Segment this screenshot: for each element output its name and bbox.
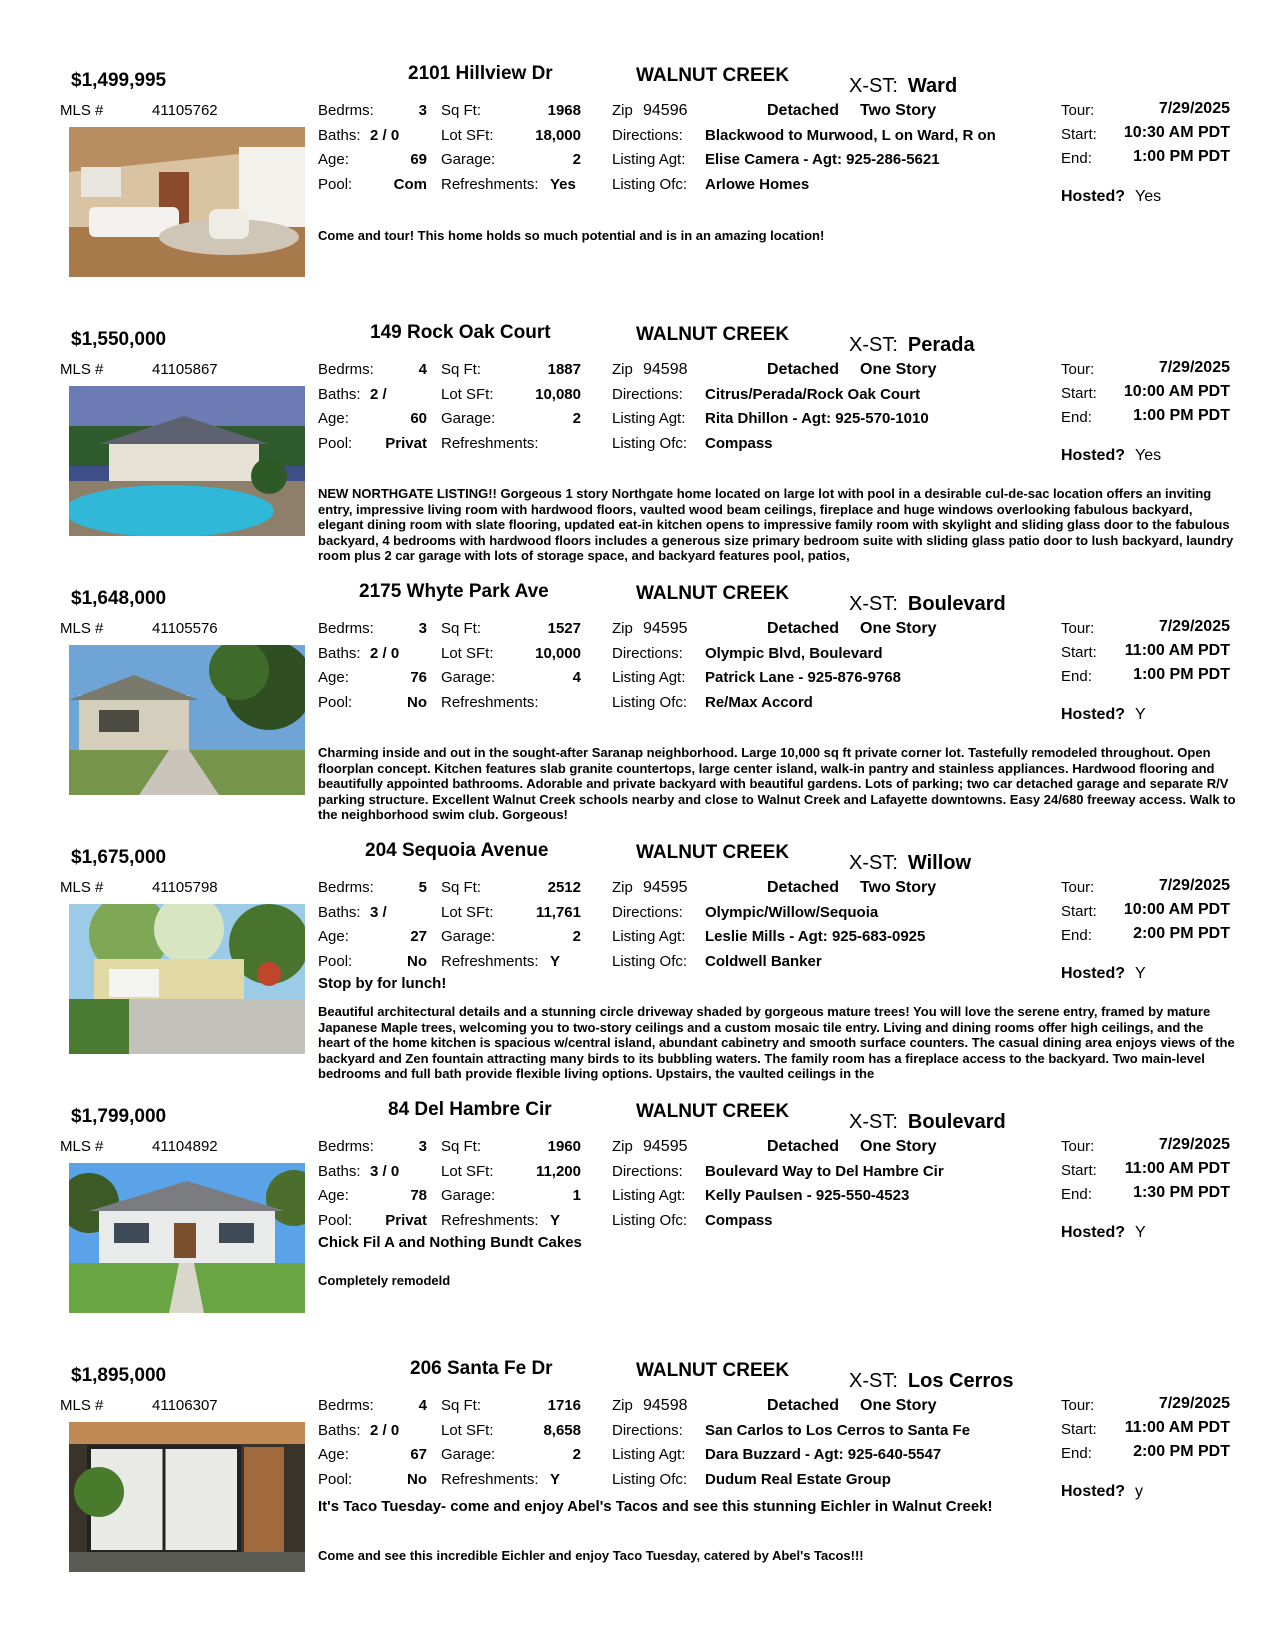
value-listing-office: Coldwell Banker bbox=[705, 952, 822, 970]
value-listing-agent: Leslie Mills - Agt: 925-683-0925 bbox=[705, 928, 926, 945]
cross-street-label: X-ST: bbox=[849, 1370, 898, 1392]
listing-card bbox=[0, 63, 1275, 330]
cross-street bbox=[849, 75, 957, 98]
label-age: Age: bbox=[318, 1446, 349, 1463]
mls-number: 41104892 bbox=[152, 1138, 218, 1155]
mls-label: MLS # bbox=[60, 102, 104, 119]
listing-description: NEW NORTHGATE LISTING!! Gorgeous 1 story Northgate home located on large lot with pool in a desirable cul-de-sac location offers an inviting entry, impressive living room with hardwood floors, vaulted wood beam ceilings, fireplace and huge windows overlooking fabulous backyard, elegant dining room with slate flooring, updated eat-in kitchen opens to impressive family room with skylight and sliding glass door to the fabulous backyard, 4 bedrooms with hardwood floors includes a generous size primary bedroom suite with sliding glass patio door to lush backyard, laundry room plus 2 car garage with lots of storage space, and backyard features pool, patios, bbox=[318, 486, 1234, 563]
label-garage: Garage: bbox=[441, 151, 496, 168]
value-tour-date: 7/29/2025 bbox=[1158, 618, 1230, 635]
cross-street-label: X-ST: bbox=[849, 334, 898, 356]
label-lot_sqft: Lot SFt: bbox=[441, 903, 494, 921]
label-pool: Pool: bbox=[318, 175, 353, 193]
label-garage: Garage: bbox=[441, 1446, 496, 1463]
value-zip: 94596 bbox=[643, 102, 688, 119]
value-sqft: 1960 bbox=[547, 1138, 581, 1155]
value-listing-office: Re/Max Accord bbox=[705, 693, 813, 711]
label-garage: Garage: bbox=[441, 1187, 496, 1204]
cross-street bbox=[849, 852, 971, 875]
value-listing-office: Compass bbox=[705, 1211, 773, 1229]
value-zip: 94598 bbox=[643, 361, 688, 378]
label-age: Age: bbox=[318, 928, 349, 945]
value-type: Detached bbox=[767, 620, 840, 637]
listing-address: 149 Rock Oak Court bbox=[370, 322, 551, 343]
listing-city: WALNUT CREEK bbox=[636, 1101, 790, 1122]
label-listing-agent: Listing Agt: bbox=[612, 1446, 686, 1463]
mls-label: MLS # bbox=[60, 620, 104, 637]
label-listing-office: Listing Ofc: bbox=[612, 952, 688, 970]
value-end: 2:00 PM PDT bbox=[1133, 1443, 1230, 1460]
label-lot_sqft: Lot SFt: bbox=[441, 385, 494, 403]
cross-street-label: X-ST: bbox=[849, 1111, 898, 1133]
value-type: Detached bbox=[767, 102, 840, 119]
cross-street bbox=[849, 1370, 1014, 1393]
value-start: 11:00 AM PDT bbox=[1124, 642, 1230, 659]
listing-city: WALNUT CREEK bbox=[636, 583, 790, 604]
value-listing-agent: Kelly Paulsen - 925-550-4523 bbox=[705, 1187, 910, 1204]
value-listing-agent: Dara Buzzard - Agt: 925-640-5547 bbox=[705, 1446, 942, 1463]
label-directions: Directions: bbox=[612, 126, 683, 144]
label-baths: Baths: bbox=[318, 1162, 361, 1180]
value-bedrooms: 3 bbox=[418, 620, 427, 637]
value-stories: Two Story bbox=[860, 879, 937, 896]
label-tour: Tour: bbox=[1061, 620, 1095, 637]
listing-card bbox=[0, 840, 1275, 1107]
value-pool: No bbox=[407, 952, 427, 970]
value-baths: 2 / 0 bbox=[370, 1421, 400, 1439]
label-sqft: Sq Ft: bbox=[441, 1138, 482, 1155]
label-baths: Baths: bbox=[318, 385, 361, 403]
listing-description: Charming inside and out in the sought-after Saranap neighborhood. Large 10,000 sq ft private corner lot. Tastefully remodeled throughout. Open floorplan concept. Kitchen features slab granite countertops, large center island, walk-in pantry and stainless appliances. Hardwood flooring and beautifully appointed bathrooms. Adorable and private backyard with beautiful gardens. Lots of parking; two car detached garage and separate R/V parking structure. Excellent Walnut Creek schools nearby and close to Walnut Creek and Lafayette downtowns. Easy 24/680 freeway access. Walk to the neighborhood swim club. Gorgeous! bbox=[318, 745, 1236, 822]
value-type: Detached bbox=[767, 879, 840, 896]
label-lot_sqft: Lot SFt: bbox=[441, 1162, 494, 1180]
label-tour: Tour: bbox=[1061, 1397, 1095, 1414]
label-end: End: bbox=[1061, 1186, 1092, 1203]
label-hosted: Hosted? bbox=[1061, 1224, 1125, 1241]
value-start: 11:00 AM PDT bbox=[1124, 1160, 1230, 1177]
value-listing-office: Compass bbox=[705, 434, 773, 452]
label-tour: Tour: bbox=[1061, 102, 1095, 119]
value-type: Detached bbox=[767, 361, 840, 378]
value-pool: Com bbox=[393, 175, 427, 193]
listing-card bbox=[0, 1099, 1275, 1366]
label-zip: Zip bbox=[612, 879, 633, 896]
label-start: Start: bbox=[1061, 1162, 1097, 1179]
listing-description: Come and see this incredible Eichler and enjoy Taco Tuesday, catered by Abel's Tacos!!! bbox=[318, 1548, 864, 1563]
label-zip: Zip bbox=[612, 1138, 633, 1155]
label-listing-agent: Listing Agt: bbox=[612, 410, 686, 427]
hosted bbox=[1061, 1224, 1146, 1242]
value-hosted: Yes bbox=[1135, 188, 1162, 205]
value-baths: 2 / 0 bbox=[370, 126, 400, 144]
value-end: 1:30 PM PDT bbox=[1133, 1184, 1230, 1201]
value-baths: 2 / 0 bbox=[370, 644, 400, 662]
value-refreshments: Y bbox=[550, 952, 561, 970]
value-stories: Two Story bbox=[860, 102, 937, 119]
listing-address: 2101 Hillview Dr bbox=[408, 63, 553, 84]
label-baths: Baths: bbox=[318, 903, 361, 921]
value-sqft: 2512 bbox=[547, 879, 581, 896]
cross-street bbox=[849, 1111, 1006, 1134]
hosted bbox=[1061, 1483, 1143, 1501]
label-directions: Directions: bbox=[612, 903, 683, 921]
house-photo-image bbox=[69, 1422, 305, 1572]
value-end: 1:00 PM PDT bbox=[1133, 407, 1230, 424]
label-listing-agent: Listing Agt: bbox=[612, 928, 686, 945]
listing-price: $1,895,000 bbox=[71, 1365, 167, 1386]
house-photo-image bbox=[69, 904, 305, 1054]
value-tour-date: 7/29/2025 bbox=[1158, 1136, 1230, 1153]
label-lot_sqft: Lot SFt: bbox=[441, 126, 494, 144]
value-stories: One Story bbox=[860, 1397, 937, 1414]
label-listing-agent: Listing Agt: bbox=[612, 1187, 686, 1204]
value-stories: One Story bbox=[860, 1138, 937, 1155]
mls-label: MLS # bbox=[60, 879, 104, 896]
value-lot_sqft: 18,000 bbox=[535, 126, 581, 144]
listing-city: WALNUT CREEK bbox=[636, 842, 790, 863]
cross-street-value: Willow bbox=[907, 852, 972, 874]
house-photo-image bbox=[69, 1163, 305, 1313]
value-hosted: Y bbox=[1135, 1224, 1146, 1241]
house-photo-image bbox=[69, 127, 305, 277]
value-pool: Privat bbox=[385, 1211, 427, 1229]
label-zip: Zip bbox=[612, 1397, 633, 1414]
mls-label: MLS # bbox=[60, 1397, 104, 1414]
value-directions: Citrus/Perada/Rock Oak Court bbox=[705, 385, 921, 403]
label-refreshments: Refreshments: bbox=[441, 1211, 539, 1229]
label-baths: Baths: bbox=[318, 1421, 361, 1439]
hosted bbox=[1061, 447, 1161, 465]
value-directions: Olympic/Willow/Sequoia bbox=[705, 903, 879, 921]
value-refreshments: Y bbox=[550, 1211, 561, 1229]
label-listing-office: Listing Ofc: bbox=[612, 1470, 688, 1488]
listing-card bbox=[0, 322, 1275, 589]
house-photo-image bbox=[69, 645, 305, 795]
value-pool: Privat bbox=[385, 434, 427, 452]
label-end: End: bbox=[1061, 668, 1092, 685]
house-photo-image bbox=[69, 386, 305, 536]
cross-street-label: X-ST: bbox=[849, 852, 898, 874]
cross-street-value: Boulevard bbox=[907, 1111, 1006, 1133]
listing-note: It's Taco Tuesday- come and enjoy Abel's Tacos and see this stunning Eichler in Walnut Creek! bbox=[318, 1498, 993, 1515]
value-baths: 2 / bbox=[370, 385, 387, 403]
label-tour: Tour: bbox=[1061, 361, 1095, 378]
value-bedrooms: 4 bbox=[418, 1397, 427, 1414]
mls-label: MLS # bbox=[60, 1138, 104, 1155]
label-directions: Directions: bbox=[612, 385, 683, 403]
listing-price: $1,499,995 bbox=[71, 70, 167, 91]
listing-photo bbox=[69, 904, 305, 1054]
label-tour: Tour: bbox=[1061, 1138, 1095, 1155]
label-hosted: Hosted? bbox=[1061, 188, 1125, 205]
value-tour-date: 7/29/2025 bbox=[1158, 100, 1230, 117]
label-age: Age: bbox=[318, 1187, 349, 1204]
value-start: 10:30 AM PDT bbox=[1123, 124, 1230, 141]
listing-note: Stop by for lunch! bbox=[318, 975, 447, 992]
value-start: 10:00 AM PDT bbox=[1123, 383, 1230, 400]
value-hosted: y bbox=[1135, 1483, 1143, 1500]
listing-description: Beautiful architectural details and a stunning circle driveway shaded by gorgeous mature trees! You will love the serene entry, framed by mature Japanese Maple trees, welcoming you to two-story ceilings and a custom mosaic tile entry. Living and dining rooms offer high ceilings, and the heart of the home kitchen is spacious w/central island, abundant cabinetry and smooth surface counters. The casual dining area enjoys views of the backyard and Zen fountain attracting many birds to its bubbling waters. The family room has a fireplace access to the backyard. Two main-level bedrooms and full bath provide flexible living options. Upstairs, the vaulted ceilings in the bbox=[318, 1004, 1235, 1081]
listing-price: $1,675,000 bbox=[71, 847, 167, 868]
listing-address: 2175 Whyte Park Ave bbox=[359, 581, 549, 602]
label-refreshments: Refreshments: bbox=[441, 434, 539, 452]
value-directions: Olympic Blvd, Boulevard bbox=[705, 644, 883, 662]
label-pool: Pool: bbox=[318, 693, 353, 711]
label-refreshments: Refreshments: bbox=[441, 952, 539, 970]
label-directions: Directions: bbox=[612, 1162, 683, 1180]
label-zip: Zip bbox=[612, 102, 633, 119]
listing-photo bbox=[69, 386, 305, 536]
value-bedrooms: 4 bbox=[418, 361, 427, 378]
label-bedrooms: Bedrms: bbox=[318, 1397, 374, 1414]
label-end: End: bbox=[1061, 409, 1092, 426]
value-listing-agent: Patrick Lane - 925-876-9768 bbox=[705, 669, 901, 686]
label-lot_sqft: Lot SFt: bbox=[441, 644, 494, 662]
value-stories: One Story bbox=[860, 620, 937, 637]
label-zip: Zip bbox=[612, 620, 633, 637]
value-garage: 2 bbox=[572, 1446, 581, 1463]
hosted bbox=[1061, 965, 1146, 983]
listing-address: 84 Del Hambre Cir bbox=[388, 1099, 552, 1120]
label-sqft: Sq Ft: bbox=[441, 361, 482, 378]
value-directions: Blackwood to Murwood, L on Ward, R on bbox=[705, 126, 996, 144]
label-hosted: Hosted? bbox=[1061, 706, 1125, 723]
value-directions: Boulevard Way to Del Hambre Cir bbox=[705, 1162, 944, 1180]
listing-city: WALNUT CREEK bbox=[636, 324, 790, 345]
value-refreshments: Y bbox=[550, 1470, 561, 1488]
label-end: End: bbox=[1061, 150, 1092, 167]
cross-street-value: Los Cerros bbox=[907, 1370, 1014, 1392]
label-start: Start: bbox=[1061, 385, 1097, 402]
listing-card bbox=[0, 1358, 1275, 1625]
label-listing-office: Listing Ofc: bbox=[612, 175, 688, 193]
label-listing-agent: Listing Agt: bbox=[612, 151, 686, 168]
label-refreshments: Refreshments: bbox=[441, 175, 539, 193]
listing-address: 206 Santa Fe Dr bbox=[410, 1358, 553, 1379]
label-age: Age: bbox=[318, 669, 349, 686]
value-type: Detached bbox=[767, 1397, 840, 1414]
value-pool: No bbox=[407, 693, 427, 711]
label-zip: Zip bbox=[612, 361, 633, 378]
label-start: Start: bbox=[1061, 126, 1097, 143]
value-age: 78 bbox=[410, 1187, 427, 1204]
cross-street bbox=[849, 593, 1006, 616]
label-start: Start: bbox=[1061, 903, 1097, 920]
value-lot_sqft: 11,200 bbox=[535, 1162, 581, 1180]
cross-street-value: Ward bbox=[907, 75, 958, 97]
label-sqft: Sq Ft: bbox=[441, 102, 482, 119]
value-stories: One Story bbox=[860, 361, 937, 378]
value-hosted: Y bbox=[1135, 706, 1146, 723]
label-bedrooms: Bedrms: bbox=[318, 1138, 374, 1155]
label-pool: Pool: bbox=[318, 434, 353, 452]
label-listing-office: Listing Ofc: bbox=[612, 693, 688, 711]
label-directions: Directions: bbox=[612, 644, 683, 662]
label-end: End: bbox=[1061, 1445, 1092, 1462]
label-pool: Pool: bbox=[318, 1470, 353, 1488]
label-refreshments: Refreshments: bbox=[441, 1470, 539, 1488]
value-end: 1:00 PM PDT bbox=[1133, 666, 1230, 683]
label-lot_sqft: Lot SFt: bbox=[441, 1421, 494, 1439]
value-age: 60 bbox=[410, 410, 427, 427]
label-sqft: Sq Ft: bbox=[441, 879, 482, 896]
label-bedrooms: Bedrms: bbox=[318, 102, 374, 119]
value-baths: 3 / bbox=[370, 903, 387, 921]
value-listing-office: Dudum Real Estate Group bbox=[705, 1470, 891, 1488]
value-zip: 94595 bbox=[643, 620, 688, 637]
listing-note: Chick Fil A and Nothing Bundt Cakes bbox=[318, 1234, 582, 1251]
mls-number: 41105867 bbox=[152, 361, 218, 378]
value-garage: 2 bbox=[572, 928, 581, 945]
value-lot_sqft: 11,761 bbox=[535, 903, 581, 921]
value-listing-agent: Elise Camera - Agt: 925-286-5621 bbox=[705, 151, 940, 168]
value-sqft: 1968 bbox=[547, 102, 581, 119]
mls-number: 41106307 bbox=[152, 1397, 218, 1414]
value-garage: 4 bbox=[572, 669, 581, 686]
cross-street-label: X-ST: bbox=[849, 593, 898, 615]
label-bedrooms: Bedrms: bbox=[318, 361, 374, 378]
label-age: Age: bbox=[318, 410, 349, 427]
label-bedrooms: Bedrms: bbox=[318, 879, 374, 896]
label-tour: Tour: bbox=[1061, 879, 1095, 896]
listing-price: $1,550,000 bbox=[71, 329, 167, 350]
label-sqft: Sq Ft: bbox=[441, 620, 482, 637]
label-pool: Pool: bbox=[318, 1211, 353, 1229]
value-refreshments: Yes bbox=[550, 175, 576, 193]
listing-city: WALNUT CREEK bbox=[636, 1360, 790, 1381]
value-garage: 2 bbox=[572, 151, 581, 168]
value-sqft: 1716 bbox=[547, 1397, 581, 1414]
value-zip: 94595 bbox=[643, 1138, 688, 1155]
label-baths: Baths: bbox=[318, 644, 361, 662]
value-hosted: Yes bbox=[1135, 447, 1162, 464]
label-refreshments: Refreshments: bbox=[441, 693, 539, 711]
label-garage: Garage: bbox=[441, 410, 496, 427]
value-age: 69 bbox=[410, 151, 427, 168]
label-garage: Garage: bbox=[441, 928, 496, 945]
value-bedrooms: 5 bbox=[418, 879, 427, 896]
label-pool: Pool: bbox=[318, 952, 353, 970]
label-start: Start: bbox=[1061, 1421, 1097, 1438]
value-tour-date: 7/29/2025 bbox=[1158, 1395, 1230, 1412]
label-listing-office: Listing Ofc: bbox=[612, 434, 688, 452]
value-garage: 1 bbox=[572, 1187, 581, 1204]
listing-photo bbox=[69, 127, 305, 277]
label-bedrooms: Bedrms: bbox=[318, 620, 374, 637]
label-sqft: Sq Ft: bbox=[441, 1397, 482, 1414]
listing-photo bbox=[69, 1163, 305, 1313]
value-zip: 94598 bbox=[643, 1397, 688, 1414]
listing-city: WALNUT CREEK bbox=[636, 65, 790, 86]
label-hosted: Hosted? bbox=[1061, 1483, 1125, 1500]
hosted bbox=[1061, 706, 1146, 724]
value-directions: San Carlos to Los Cerros to Santa Fe bbox=[705, 1421, 971, 1439]
label-listing-office: Listing Ofc: bbox=[612, 1211, 688, 1229]
listing-photo bbox=[69, 1422, 305, 1572]
value-start: 10:00 AM PDT bbox=[1123, 901, 1230, 918]
value-listing-office: Arlowe Homes bbox=[705, 175, 810, 193]
label-directions: Directions: bbox=[612, 1421, 683, 1439]
mls-number: 41105576 bbox=[152, 620, 218, 637]
label-start: Start: bbox=[1061, 644, 1097, 661]
cross-street bbox=[849, 334, 975, 357]
mls-number: 41105798 bbox=[152, 879, 218, 896]
label-hosted: Hosted? bbox=[1061, 447, 1125, 464]
mls-number: 41105762 bbox=[152, 102, 218, 119]
value-garage: 2 bbox=[572, 410, 581, 427]
label-hosted: Hosted? bbox=[1061, 965, 1125, 982]
listing-card bbox=[0, 581, 1275, 848]
hosted bbox=[1061, 188, 1161, 206]
listing-description: Come and tour! This home holds so much potential and is in an amazing location! bbox=[318, 228, 825, 243]
value-zip: 94595 bbox=[643, 879, 688, 896]
value-type: Detached bbox=[767, 1138, 840, 1155]
value-sqft: 1527 bbox=[547, 620, 581, 637]
value-hosted: Y bbox=[1135, 965, 1146, 982]
value-end: 2:00 PM PDT bbox=[1133, 925, 1230, 942]
value-baths: 3 / 0 bbox=[370, 1162, 400, 1180]
listing-price: $1,648,000 bbox=[71, 588, 167, 609]
value-bedrooms: 3 bbox=[418, 1138, 427, 1155]
value-listing-agent: Rita Dhillon - Agt: 925-570-1010 bbox=[705, 410, 929, 427]
mls-label: MLS # bbox=[60, 361, 104, 378]
value-start: 11:00 AM PDT bbox=[1124, 1419, 1230, 1436]
value-tour-date: 7/29/2025 bbox=[1158, 359, 1230, 376]
value-bedrooms: 3 bbox=[418, 102, 427, 119]
value-pool: No bbox=[407, 1470, 427, 1488]
listing-price: $1,799,000 bbox=[71, 1106, 167, 1127]
value-end: 1:00 PM PDT bbox=[1133, 148, 1230, 165]
cross-street-label: X-ST: bbox=[849, 75, 898, 97]
listing-address: 204 Sequoia Avenue bbox=[365, 840, 549, 861]
cross-street-value: Boulevard bbox=[907, 593, 1006, 615]
listing-photo bbox=[69, 645, 305, 795]
cross-street-value: Perada bbox=[907, 334, 975, 356]
label-age: Age: bbox=[318, 151, 349, 168]
label-baths: Baths: bbox=[318, 126, 361, 144]
value-age: 27 bbox=[410, 928, 427, 945]
value-lot_sqft: 10,080 bbox=[535, 385, 581, 403]
label-end: End: bbox=[1061, 927, 1092, 944]
value-lot_sqft: 10,000 bbox=[535, 644, 581, 662]
value-sqft: 1887 bbox=[547, 361, 581, 378]
value-age: 67 bbox=[410, 1446, 427, 1463]
label-garage: Garage: bbox=[441, 669, 496, 686]
value-age: 76 bbox=[410, 669, 427, 686]
label-listing-agent: Listing Agt: bbox=[612, 669, 686, 686]
listing-description: Completely remodeld bbox=[318, 1273, 451, 1288]
value-tour-date: 7/29/2025 bbox=[1158, 877, 1230, 894]
value-lot_sqft: 8,658 bbox=[543, 1421, 581, 1439]
